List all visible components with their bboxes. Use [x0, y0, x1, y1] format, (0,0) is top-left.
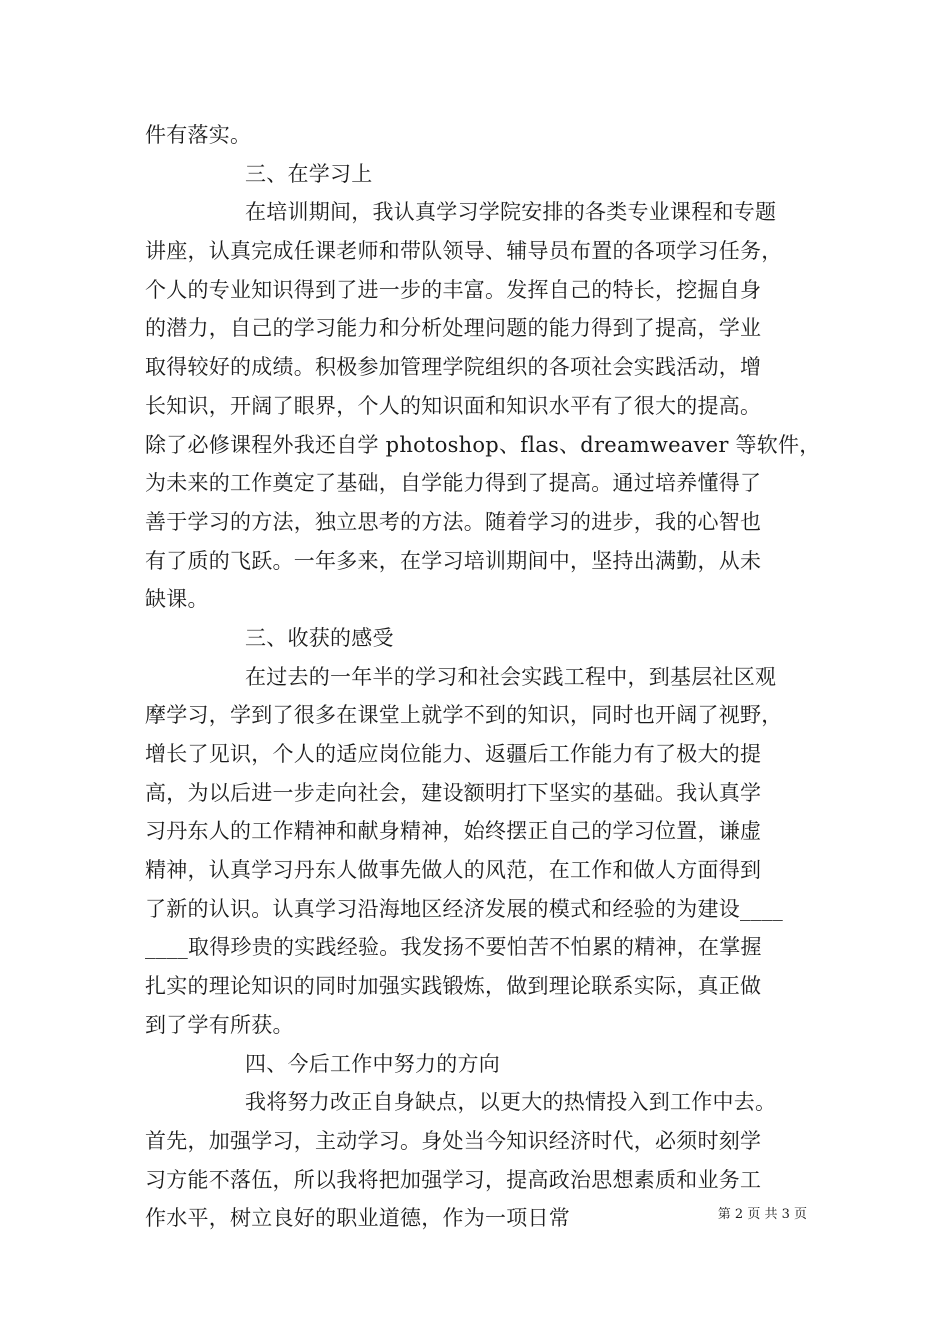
text-line: 精神，认真学习丹东人做事先做人的风范，在工作和做人方面得到: [145, 858, 762, 883]
text-line: 缺课。: [145, 587, 209, 612]
text-line: 讲座，认真完成任课老师和带队领导、辅导员布置的各项学习任务，: [145, 239, 783, 264]
text-line: 增长了见识，个人的适应岗位能力、返疆后工作能力有了极大的提: [145, 742, 762, 766]
document-body: [145, 116, 821, 1238]
text-line: 习方能不落伍，所以我将把加强学习，提高政治思想素质和业务工: [145, 1167, 762, 1192]
text-line: 作水平，树立良好的职业道德，作为一项日常: [145, 1206, 570, 1231]
text-line: 有了质的飞跃。一年多来，在学习培训期间中，坚持出满勤，从未: [145, 548, 762, 573]
text-line: 善于学习的方法，独立思考的方法。随着学习的进步，我的心智也: [145, 509, 762, 534]
text-line: 取得较好的成绩。积极参加管理学院组织的各项社会实践活动，增: [145, 355, 762, 380]
text-line: 在过去的一年半的学习和社会实践工程中，到基层社区观: [245, 664, 777, 689]
text-line: 四、今后工作中努力的方向: [245, 1051, 500, 1076]
text-line: 到了学有所获。: [145, 1012, 294, 1037]
text-line: 习丹东人的工作精神和献身精神，始终摆正自己的学习位置，谦虚: [145, 819, 762, 844]
text-line: 三、在学习上: [245, 161, 373, 186]
text-line: 摩学习，学到了很多在课堂上就学不到的知识，同时也开阔了视野，: [145, 703, 783, 728]
text-line: 除了必修课程外我还自学 photoshop、flas、dreamweaver 等软件，: [145, 432, 821, 457]
text-line: 首先，加强学习，主动学习。身处当今知识经济时代，必须时刻学: [145, 1128, 762, 1153]
text-line: 扎实的理论知识的同时加强实践锻炼，做到理论联系实际，真正做: [145, 974, 762, 999]
text-line: 件有落实。: [145, 123, 252, 147]
text-line: 三、收获的感受: [245, 625, 394, 650]
text-line: ____取得珍贵的实践经验。我发扬不要怕苦不怕累的精神，在掌握: [145, 935, 762, 960]
text-line: 高，为以后进一步走向社会，建设额明打下坚实的基础。我认真学: [145, 780, 762, 805]
page-number: 第 2 页 共 3 页: [717, 1207, 807, 1222]
text-line: 的潜力，自己的学习能力和分析处理问题的能力得到了提高，学业: [145, 316, 762, 341]
text-line: 个人的专业知识得到了进一步的丰富。发挥自己的特长，挖掘自身: [145, 277, 762, 302]
text-line: 我将努力改正自身缺点，以更大的热情投入到工作中去。: [245, 1090, 777, 1115]
text-line: 了新的认识。认真学习沿海地区经济发展的模式和经验的为建设____: [145, 896, 783, 921]
text-line: 长知识，开阔了眼界，个人的知识面和知识水平有了很大的提高。: [145, 393, 762, 418]
text-line: 为未来的工作奠定了基础，自学能力得到了提高。通过培养懂得了: [145, 471, 762, 496]
text-line: 在培训期间，我认真学习学院安排的各类专业课程和专题: [245, 200, 777, 225]
